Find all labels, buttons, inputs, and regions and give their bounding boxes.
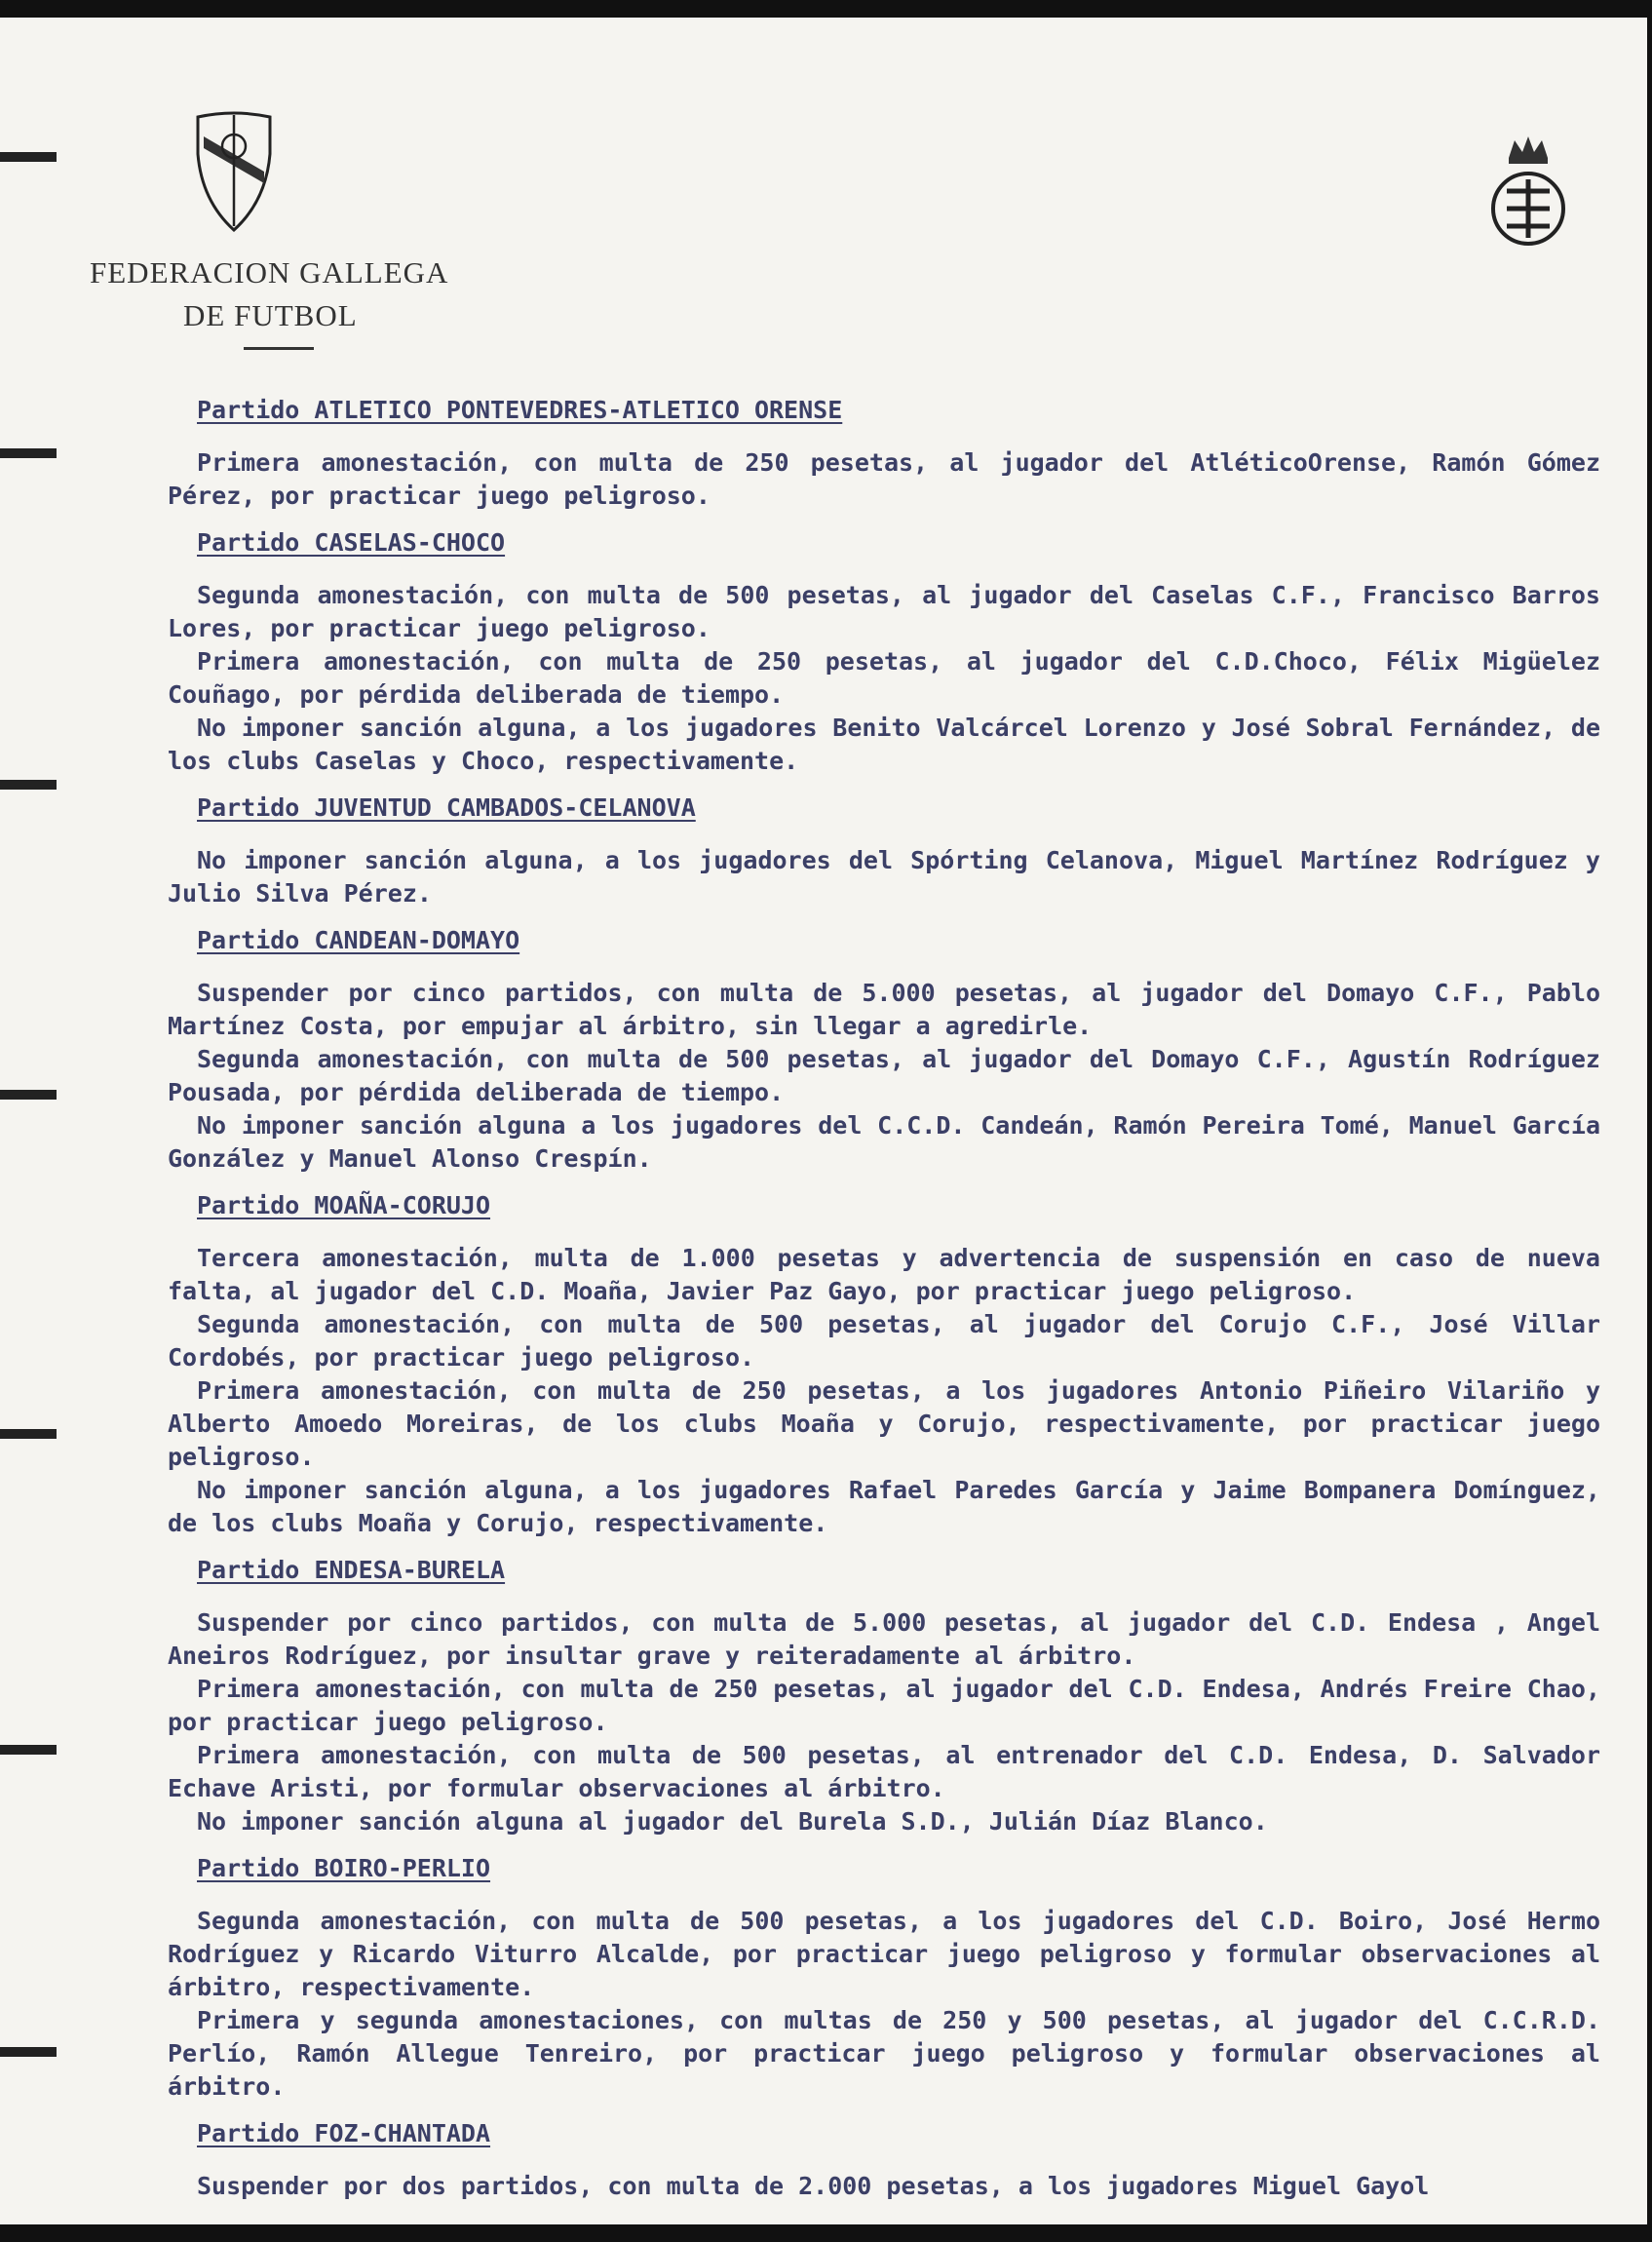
sanction-paragraph: Primera amonestación, con multa de 500 pesetas, al entrenador del C.D. Endesa, D. Salvador Echave Aristi, por formular observaciones al árbitro.: [168, 1741, 1600, 1802]
match-title: Partido CASELAS-CHOCO: [197, 528, 506, 557]
sanction-paragraph: Primera amonestación, con multa de 250 pesetas, al jugador del C.D. Endesa, Andrés Freire Chao, por practicar juego peligroso.: [168, 1675, 1600, 1736]
sanction-paragraph: Primera amonestación, con multa de 250 pesetas, al jugador del AtléticoOrense, Ramón Gómez Pérez, por practicar juego peligroso.: [168, 448, 1600, 510]
match-title: Partido ATLETICO PONTEVEDRES-ATLETICO ORENSE: [197, 396, 843, 424]
sanction-paragraph: No imponer sanción alguna, a los jugadores del Spórting Celanova, Miguel Martínez Rodríguez y Julio Silva Pérez.: [168, 846, 1600, 908]
sanction-paragraph: Primera y segunda amonestaciones, con multas de 250 y 500 pesetas, al jugador del C.C.R.D. Perlío, Ramón Allegue Tenreiro, por practicar juego peligroso y formular observaciones al árbitro.: [168, 2006, 1600, 2101]
sanction-paragraph: Segunda amonestación, con multa de 500 pesetas, al jugador del Caselas C.F., Francisco Barros Lores, por practicar juego peligroso.: [168, 581, 1600, 642]
match-title: Partido FOZ-CHANTADA: [197, 2119, 491, 2147]
sanction-paragraph: Suspender por cinco partidos, con multa de 5.000 pesetas, al jugador del Domayo C.F., Pablo Martínez Costa, por empujar al árbitro, sin llegar a agredirle.: [168, 979, 1600, 1040]
sanction-paragraph: Segunda amonestación, con multa de 500 pesetas, al jugador del Domayo C.F., Agustín Rodríguez Pousada, por pérdida deliberada de tiempo.: [168, 1045, 1600, 1106]
shield-logo-icon: [190, 107, 278, 234]
match-section: [168, 1189, 1620, 1540]
sanction-paragraph: No imponer sanción alguna, a los jugadores Benito Valcárcel Lorenzo y José Sobral Fernández, de los clubs Caselas y Choco, respectivamente.: [168, 714, 1600, 775]
letterhead: [78, 107, 487, 350]
match-title: Partido ENDESA-BURELA: [197, 1556, 506, 1584]
match-section: [168, 924, 1620, 1176]
header-divider: [244, 347, 314, 350]
match-section: [168, 1554, 1620, 1838]
match-title: Partido MOAÑA-CORUJO: [197, 1191, 491, 1219]
sanction-paragraph: Primera amonestación, con multa de 250 pesetas, al jugador del C.D.Choco, Félix Migüelez Couñago, por pérdida deliberada de tiempo.: [168, 647, 1600, 709]
match-section: [168, 2117, 1620, 2203]
match-section: [168, 792, 1620, 910]
match-section: [168, 1852, 1620, 2104]
sanction-paragraph: Suspender por dos partidos, con multa de 2.000 pesetas, a los jugadores Miguel Gayol: [197, 2172, 1430, 2200]
match-title: Partido BOIRO-PERLIO: [197, 1854, 491, 1882]
sanction-paragraph: No imponer sanción alguna, a los jugadores Rafael Paredes García y Jaime Bompanera Domínguez, de los clubs Moaña y Corujo, respectivamente.: [168, 1476, 1600, 1537]
match-section: [168, 526, 1620, 778]
sanction-paragraph: No imponer sanción alguna a los jugadores del C.C.D. Candeán, Ramón Pereira Tomé, Manuel García González y Manuel Alonso Crespín.: [168, 1111, 1600, 1173]
sanction-paragraph: Segunda amonestación, con multa de 500 pesetas, a los jugadores del C.D. Boiro, José Hermo Rodríguez y Ricardo Viturro Alcalde, por practicar juego peligroso y formular observaciones al árbitro, respectivamente.: [168, 1907, 1600, 2001]
sanction-paragraph: Primera amonestación, con multa de 250 pesetas, a los jugadores Antonio Piñeiro Vilariño y Alberto Amoedo Moreiras, de los clubs Moaña y Corujo, respectivamente, por practicar juego peligroso.: [168, 1376, 1600, 1471]
sanctions-content: [168, 394, 1620, 2203]
sanction-paragraph: Segunda amonestación, con multa de 500 pesetas, al jugador del Corujo C.F., José Villar Cordobés, por practicar juego peligroso.: [168, 1310, 1600, 1372]
federation-name-line1: FEDERACION GALLEGA: [90, 255, 449, 290]
crowned-emblem-icon: [1487, 133, 1569, 250]
sanction-paragraph: Suspender por cinco partidos, con multa de 5.000 pesetas, al jugador del C.D. Endesa , Angel Aneiros Rodríguez, por insultar grave y reiteradamente al árbitro.: [168, 1608, 1600, 1670]
federation-name: [78, 251, 487, 337]
sanction-paragraph: Tercera amonestación, multa de 1.000 pesetas y advertencia de suspensión en caso de nueva falta, al jugador del C.D. Moaña, Javier Paz Gayo, por practicar juego peligroso.: [168, 1244, 1600, 1305]
match-title: Partido JUVENTUD CAMBADOS-CELANOVA: [197, 793, 696, 822]
document-page: [0, 18, 1647, 2224]
match-title: Partido CANDEAN-DOMAYO: [197, 926, 520, 954]
match-section: [168, 394, 1620, 513]
sanction-paragraph: No imponer sanción alguna al jugador del Burela S.D., Julián Díaz Blanco.: [197, 1807, 1268, 1836]
federation-name-line2: DE FUTBOL: [183, 298, 358, 332]
